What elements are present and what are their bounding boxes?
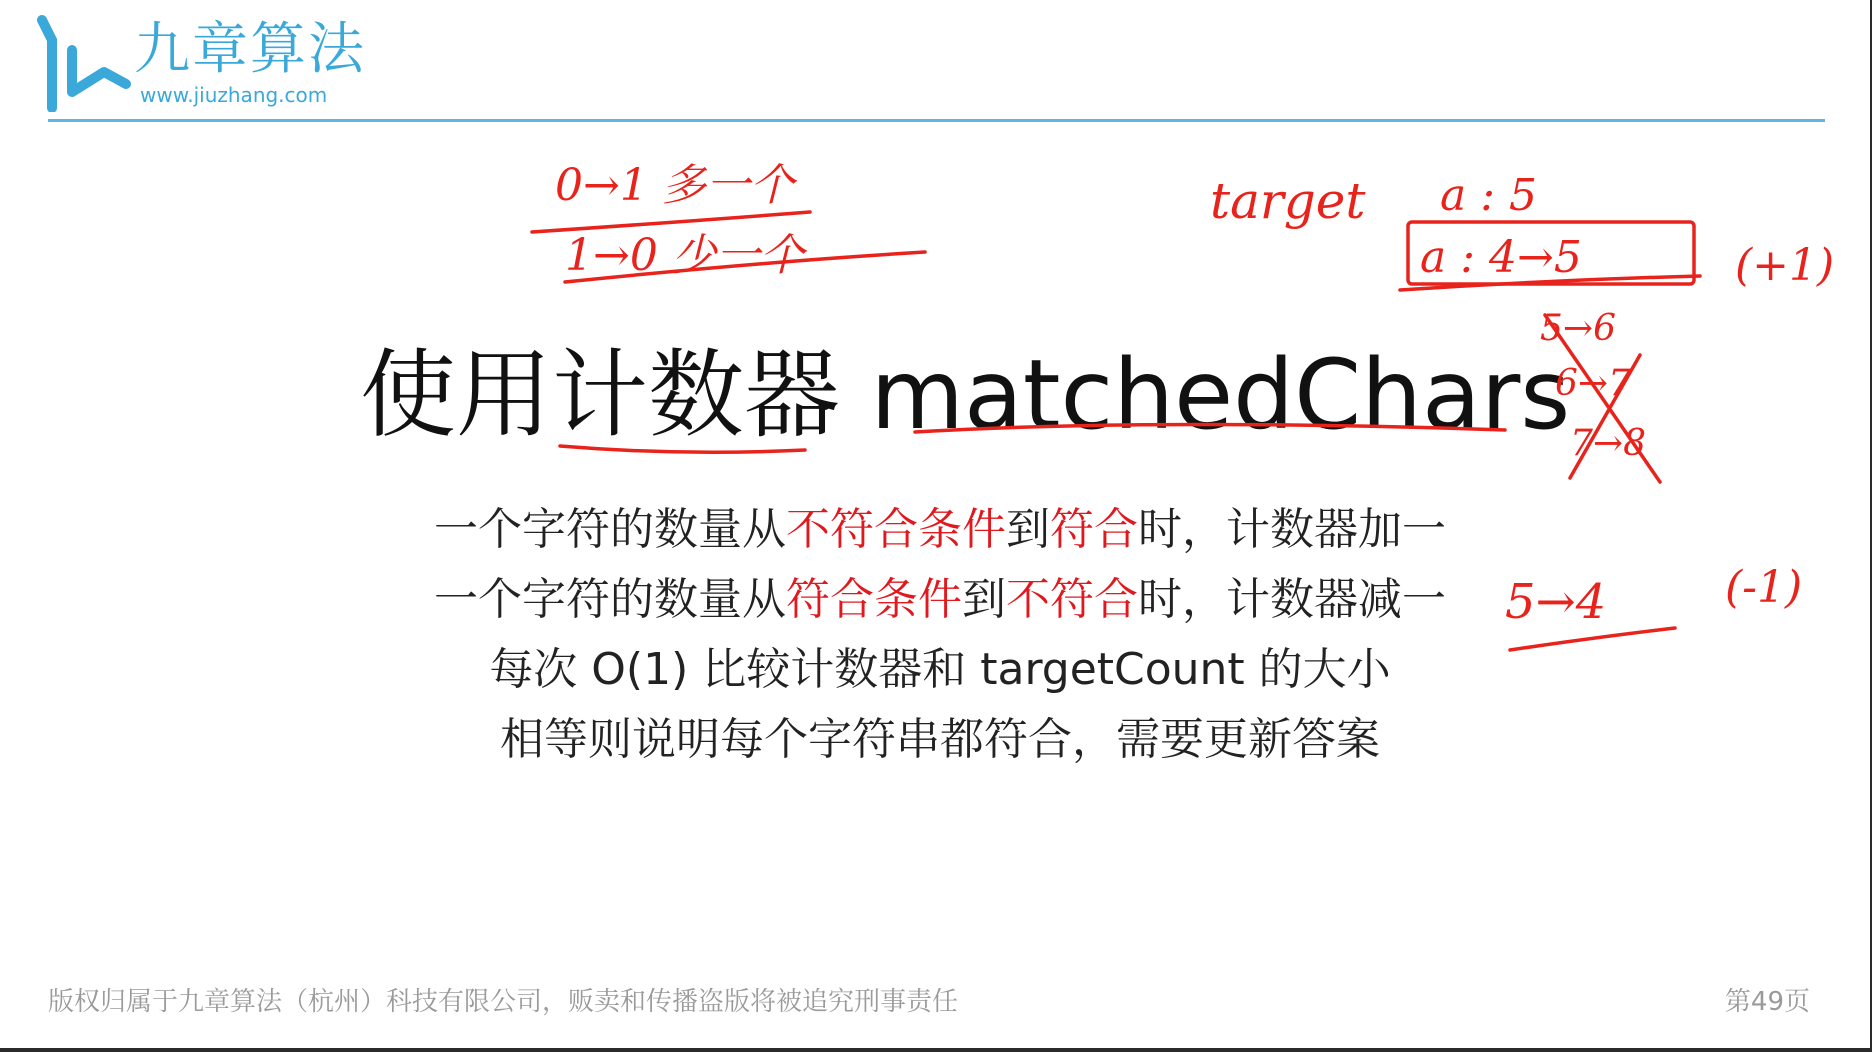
bullet-text: 时，计数器减一 xyxy=(1138,574,1446,625)
bullet-list xyxy=(340,495,1540,775)
highlight-text: 符合 xyxy=(1050,504,1138,555)
bullet-text: 一个字符的数量从 xyxy=(434,574,786,625)
strike-line-2 xyxy=(1570,355,1640,478)
step-six-seven: 6→7 xyxy=(1555,363,1631,404)
box-underline xyxy=(1400,276,1700,290)
highlight-text: 符合条件 xyxy=(786,574,962,625)
slide-title: 使用计数器 matchedChars xyxy=(360,339,1571,451)
note-underline xyxy=(565,252,925,282)
note-one-to-zero: 1→0 少一个 xyxy=(565,230,804,281)
step-five-six: 5→6 xyxy=(1540,308,1616,349)
bullet-decrement xyxy=(340,565,1540,635)
minus-change-note: 5→4 xyxy=(1505,574,1607,630)
bullet-text: 到 xyxy=(962,574,1006,625)
bullet-update: 相等则说明每个字符串都符合，需要更新答案 xyxy=(500,714,1380,765)
logo-url: www.jiuzhang.com xyxy=(140,83,328,107)
bullet-text: 一个字符的数量从 xyxy=(434,504,786,555)
note-divider-line xyxy=(532,212,810,232)
header-divider xyxy=(48,119,1825,122)
boxed-a-change: a : 4→5 xyxy=(1420,232,1582,283)
bullet-increment xyxy=(340,495,1540,565)
page-number: 第49页 xyxy=(1724,987,1810,1017)
target-label: target xyxy=(1210,172,1366,230)
bullet-compare: 每次 O(1) 比较计数器和 targetCount 的大小 xyxy=(489,644,1391,695)
bullet-text: 时，计数器加一 xyxy=(1138,504,1446,555)
plus-one-note: (+1) xyxy=(1735,240,1835,291)
step-seven-eight: 7→8 xyxy=(1570,423,1646,464)
logo[interactable] xyxy=(34,12,374,122)
logo-title: 九章算法 xyxy=(134,17,366,82)
highlight-text: 不符合 xyxy=(1006,574,1138,625)
bullet-text: 到 xyxy=(1006,504,1050,555)
highlight-text: 不符合条件 xyxy=(786,504,1006,555)
annotation-box xyxy=(1408,222,1694,284)
target-a-count: a : 5 xyxy=(1440,170,1538,221)
footer-copyright: 版权归属于九章算法（杭州）科技有限公司，贩卖和传播盗版将被追究刑事责任 xyxy=(48,987,959,1017)
jiuzhang-logo-icon xyxy=(34,12,134,112)
minus-one-note: (-1) xyxy=(1725,562,1803,613)
note-zero-to-one: 0→1 多一个 xyxy=(555,160,794,211)
